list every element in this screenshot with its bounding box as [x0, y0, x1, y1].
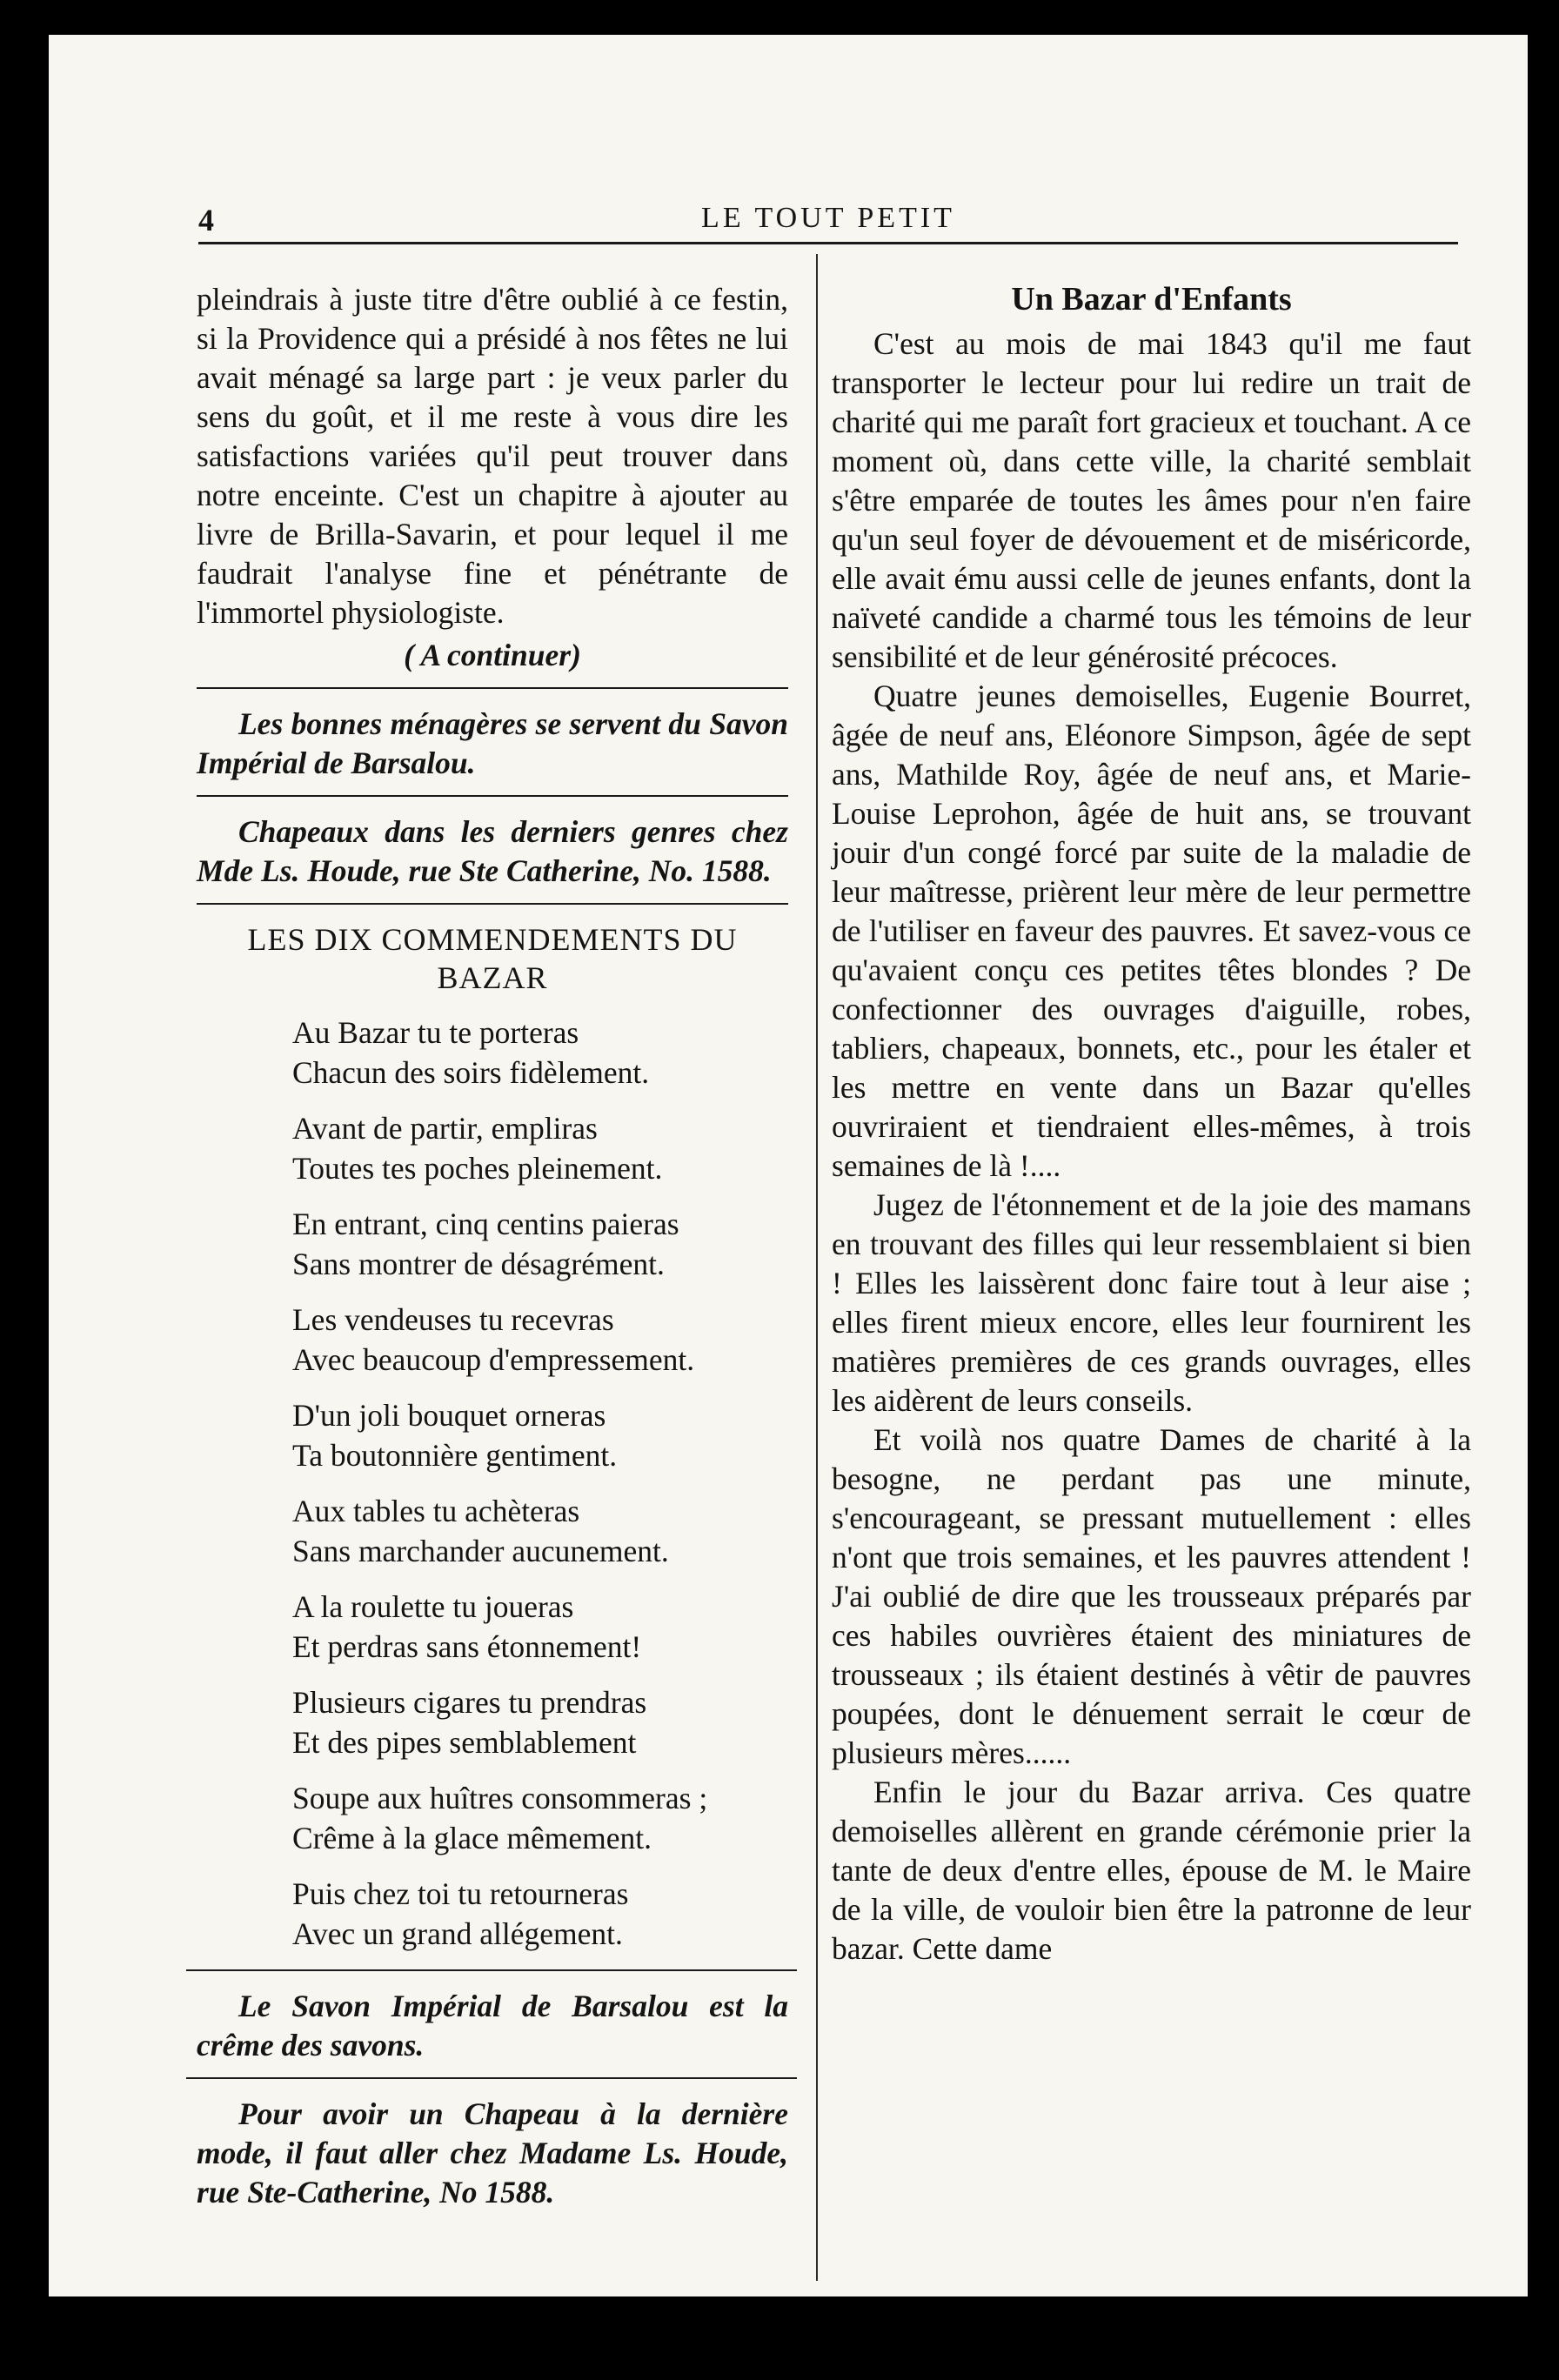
- poem-stanza: [292, 1013, 788, 1093]
- section-rule: [197, 903, 788, 905]
- poem-line: Plusieurs cigares tu prendras: [292, 1685, 647, 1720]
- poem-line: Aux tables tu achèteras: [292, 1494, 580, 1528]
- poem-stanza: [292, 1682, 788, 1762]
- poem-line: Et perdras sans étonnement!: [292, 1629, 642, 1664]
- running-title: LE TOUT PETIT: [701, 202, 955, 234]
- hat-advertisement-2: Pour avoir un Chapeau à la dernière mode, il faut aller chez Madame Ls. Houde, rue Ste-Catherine, No 1588.: [197, 2096, 788, 2210]
- poem-line: En entrant, cinq centins paieras: [292, 1207, 679, 1241]
- poem-line: Au Bazar tu te porteras: [292, 1015, 579, 1050]
- poem-line: Soupe aux huîtres consommeras ;: [292, 1781, 708, 1815]
- page-number: 4: [198, 203, 214, 237]
- section-rule: [197, 687, 788, 689]
- newspaper-page: [49, 35, 1528, 2296]
- article-paragraph: Enfin le jour du Bazar arriva. Ces quatre demoiselles allèrent en grande cérémonie prier la tante de deux d'entre elles, épouse de M. le Maire de la ville, de vouloir bien être la patronne de leur bazar. Cette dame: [832, 1775, 1471, 1966]
- article-paragraph: C'est au mois de mai 1843 qu'il me faut transporter le lecteur pour lui redire un trait de charité qui me paraît fort gracieux et touchant. A ce moment où, dans cette ville, la charité semblait s'être emparée de toutes les âmes pour n'en faire qu'un seul foyer de dévouement et de miséricorde, elle avait ému aussi celle de jeunes enfants, dont la naïveté candide a charmé tous les témoins de leur sensibilité et de leur générosité précoces.: [832, 326, 1471, 674]
- poem-line: D'un joli bouquet orneras: [292, 1398, 606, 1433]
- poem-stanza: [292, 1587, 788, 1667]
- poem-line: Ta boutonnière gentiment.: [292, 1438, 618, 1473]
- section-rule: [186, 1969, 797, 1971]
- continuation-paragraph: pleindrais à juste titre d'être oublié à ce festin, si la Providence qui a présidé à nos fêtes ne lui avait ménagé sa large part : je veux parler du sens du goût, et il me reste à vous dire les satisfactions variées qu'il peut trouver dans notre enceinte. C'est un chapitre à ajouter au livre de Brilla-Savarin, et pour lequel il me faudrait l'analyse fine et pénétrante de l'immortel physiologiste.: [197, 282, 788, 630]
- article-paragraph: Quatre jeunes demoiselles, Eugenie Bourret, âgée de neuf ans, Eléonore Simpson, âgée de sept ans, Mathilde Roy, âgée de neuf ans, et Marie-Louise Leprohon, âgée de huit ans, se trouvant jouir d'un congé forcé par suite de la maladie de leur maîtresse, prièrent leur mère de leur permettre de l'utiliser en faveur des pauvres. Et savez-vous ce qu'avaient conçu ces petites têtes blondes ? De confectionner des ouvrages d'aiguille, robes, tabliers, chapeaux, bonnets, etc., pour les étaler et les mettre en vente dans un Bazar qu'elles ouvriraient et tiendraient elles-mêmes, à trois semaines de là !....: [832, 679, 1471, 1183]
- soap-advertisement-2: Le Savon Impérial de Barsalou est la crême des savons.: [197, 1989, 788, 2062]
- section-rule: [186, 2077, 797, 2079]
- poem-title: LES DIX COMMENDEMENTS DU BAZAR: [247, 922, 738, 995]
- article-paragraph: Et voilà nos quatre Dames de charité à la besogne, ne perdant pas une minute, s'encourageant, se pressant mutuellement : elles n'ont que trois semaines, et les pauvres attendent ! J'ai oublié de dire que les trousseaux préparés par ces habiles ouvrières étaient des miniatures de trousseaux ; ils étaient destinés à vêtir de pauvres poupées, dont le dénuement serrait le cœur de plusieurs mères......: [832, 1422, 1471, 1770]
- poem-stanza: [292, 1395, 788, 1475]
- poem-stanza: [292, 1491, 788, 1571]
- poem-stanza: [292, 1108, 788, 1188]
- poem-line: Avec beaucoup d'empressement.: [292, 1342, 695, 1377]
- poem-line: Les vendeuses tu recevras: [292, 1302, 614, 1337]
- poem-line: Avant de partir, empliras: [292, 1111, 598, 1146]
- page-header: [198, 176, 1458, 244]
- column-divider: [816, 254, 818, 2281]
- poem-stanza: [292, 1778, 788, 1858]
- soap-advertisement: Les bonnes ménagères se servent du Savon Impérial de Barsalou.: [197, 706, 788, 780]
- poem-line: Crême à la glace mêmement.: [292, 1821, 652, 1855]
- article-paragraph: Jugez de l'étonnement et de la joie des mamans en trouvant des filles qui leur ressemblaient si bien ! Elles les laissèrent donc faire tout à leur aise ; elles firent mieux encore, elles leur fournirent les matières premières de ces grands ouvrages, elles les aidèrent de leurs conseils.: [832, 1187, 1471, 1418]
- poem-line: A la roulette tu joueras: [292, 1589, 574, 1624]
- poem-stanza: [292, 1300, 788, 1380]
- poem-line: Et des pipes semblablement: [292, 1725, 637, 1760]
- poem-line: Chacun des soirs fidèlement.: [292, 1055, 650, 1090]
- hat-advertisement: Chapeaux dans les derniers genres chez Mde Ls. Houde, rue Ste Catherine, No. 1588.: [197, 814, 788, 888]
- poem-line: Puis chez toi tu retourneras: [292, 1876, 629, 1911]
- poem: [292, 1013, 788, 1954]
- section-rule: [197, 795, 788, 797]
- left-column: [197, 280, 788, 2212]
- article-title: Un Bazar d'Enfants: [1011, 281, 1292, 318]
- poem-stanza: [292, 1874, 788, 1954]
- poem-stanza: [292, 1204, 788, 1284]
- poem-line: Sans marchander aucunement.: [292, 1534, 669, 1568]
- poem-line: Sans montrer de désagrément.: [292, 1247, 665, 1281]
- to-be-continued-note: ( A continuer): [404, 638, 581, 672]
- poem-line: Avec un grand allégement.: [292, 1916, 623, 1951]
- right-column: [832, 280, 1471, 1969]
- poem-line: Toutes tes poches pleinement.: [292, 1151, 663, 1186]
